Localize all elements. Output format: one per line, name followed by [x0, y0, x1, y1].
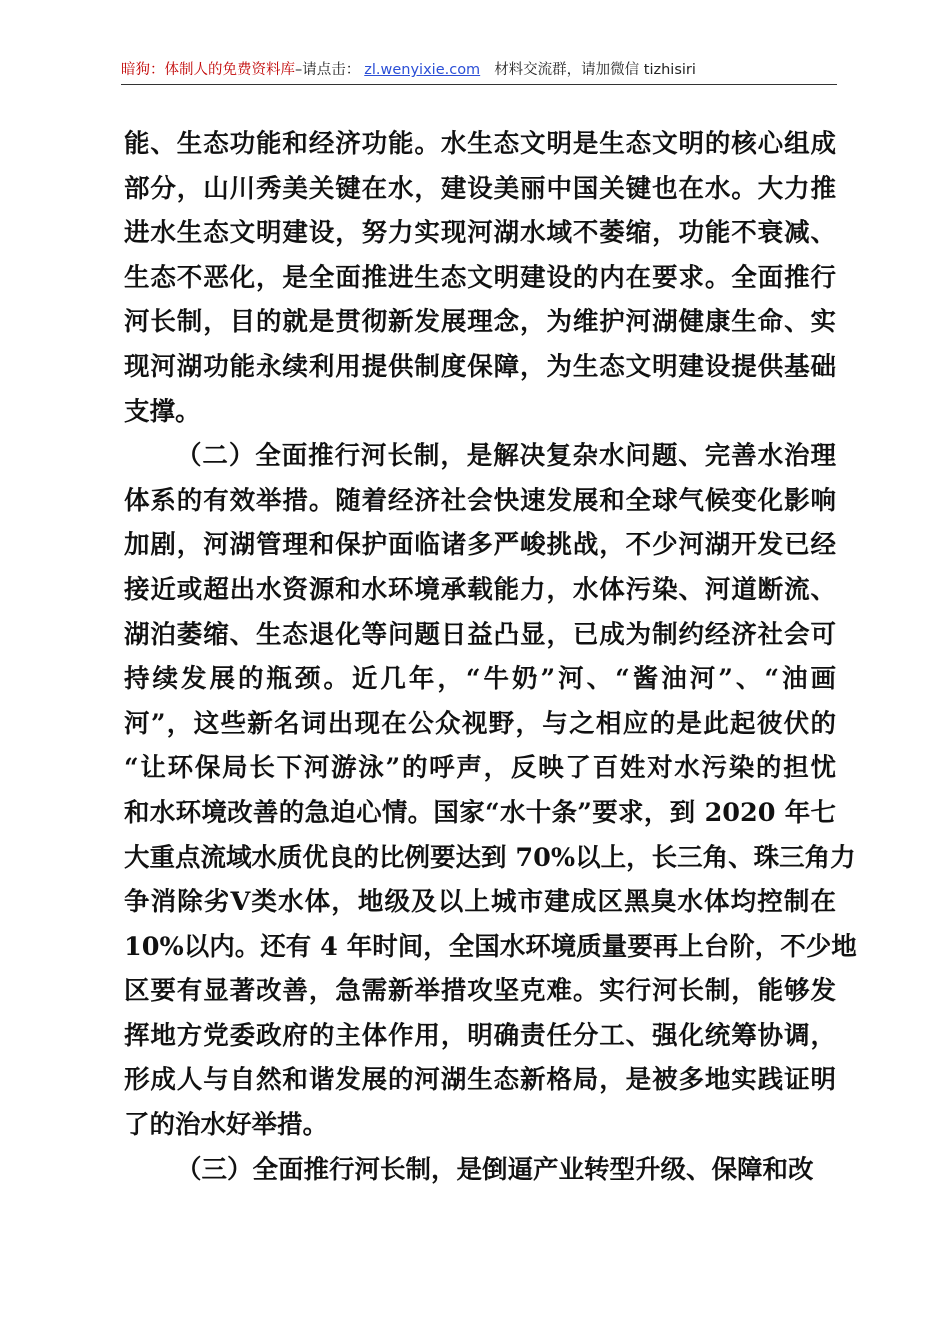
paragraph-line: 持续发展的瓶颈。近几年，“牛奶”河、“酱油河”、“油画	[124, 664, 836, 695]
paragraph-line: 形成人与自然和谐发展的河湖生态新格局，是被多地实践证明	[124, 1065, 836, 1096]
paragraph-line: 进水生态文明建设，努力实现河湖水域不萎缩，功能不衰减、	[124, 218, 836, 249]
page-header	[121, 58, 837, 82]
header-prompt: –请点击：	[295, 62, 361, 78]
paragraph-line: 生态不恶化，是全面推进生态文明建设的内在要求。全面推行	[124, 262, 836, 293]
header-group-info: 材料交流群，请加微信 tizhisiri	[494, 62, 696, 78]
paragraph-line: 了的治水好举措。	[124, 1110, 329, 1141]
header-brand: 暗狗：体制人的免费资料库	[121, 62, 295, 78]
section-heading-line: （二）全面推行河长制，是解决复杂水问题、完善水治理	[176, 441, 836, 472]
paragraph-line: 现河湖功能永续利用提供制度保障，为生态文明建设提供基础	[124, 351, 836, 382]
paragraph-line: 支撑。	[124, 396, 201, 427]
paragraph-line: 10%以内。还有 4 年时间，全国水环境质量要再上台阶，不少地	[124, 931, 857, 962]
document-body	[124, 122, 857, 1192]
header-divider	[121, 84, 837, 85]
paragraph-line: 大重点流域水质优良的比例要达到 70%以上，长三角、珠三角力	[124, 842, 856, 873]
paragraph-line: 部分，山川秀美关键在水，建设美丽中国关键也在水。大力推	[124, 173, 836, 204]
section-heading-line: （三）全面推行河长制，是倒逼产业转型升级、保障和改	[176, 1154, 814, 1185]
paragraph-line: “让环保局长下河游泳”的呼声，反映了百姓对水污染的担忧	[124, 753, 836, 784]
paragraph-line: 接近或超出水资源和水环境承载能力，水体污染、河道断流、	[124, 574, 836, 605]
paragraph-line: 体系的有效举措。随着经济社会快速发展和全球气候变化影响	[124, 485, 836, 516]
paragraph-line: 挥地方党委政府的主体作用，明确责任分工、强化统筹协调，	[124, 1020, 836, 1051]
paragraph-line: 争消除劣Ⅴ类水体，地级及以上城市建成区黑臭水体均控制在	[124, 887, 836, 918]
paragraph-line: 区要有显著改善，急需新举措攻坚克难。实行河长制，能够发	[124, 976, 836, 1007]
paragraph-line: 湖泊萎缩、生态退化等问题日益凸显，已成为制约经济社会可	[124, 619, 836, 650]
paragraph-line: 能、生态功能和经济功能。水生态文明是生态文明的核心组成	[124, 129, 836, 159]
paragraph-line: 河长制，目的就是贯彻新发展理念，为维护河湖健康生命、实	[124, 307, 836, 338]
paragraph-line: 和水环境改善的急迫心情。国家“水十条”要求，到 2020 年七	[124, 797, 836, 828]
header-link[interactable]: zl.wenyixie.com	[364, 62, 481, 78]
paragraph-line: 河”，这些新名词出现在公众视野，与之相应的是此起彼伏的	[124, 708, 836, 739]
paragraph-line: 加剧，河湖管理和保护面临诸多严峻挑战，不少河湖开发已经	[124, 530, 836, 561]
